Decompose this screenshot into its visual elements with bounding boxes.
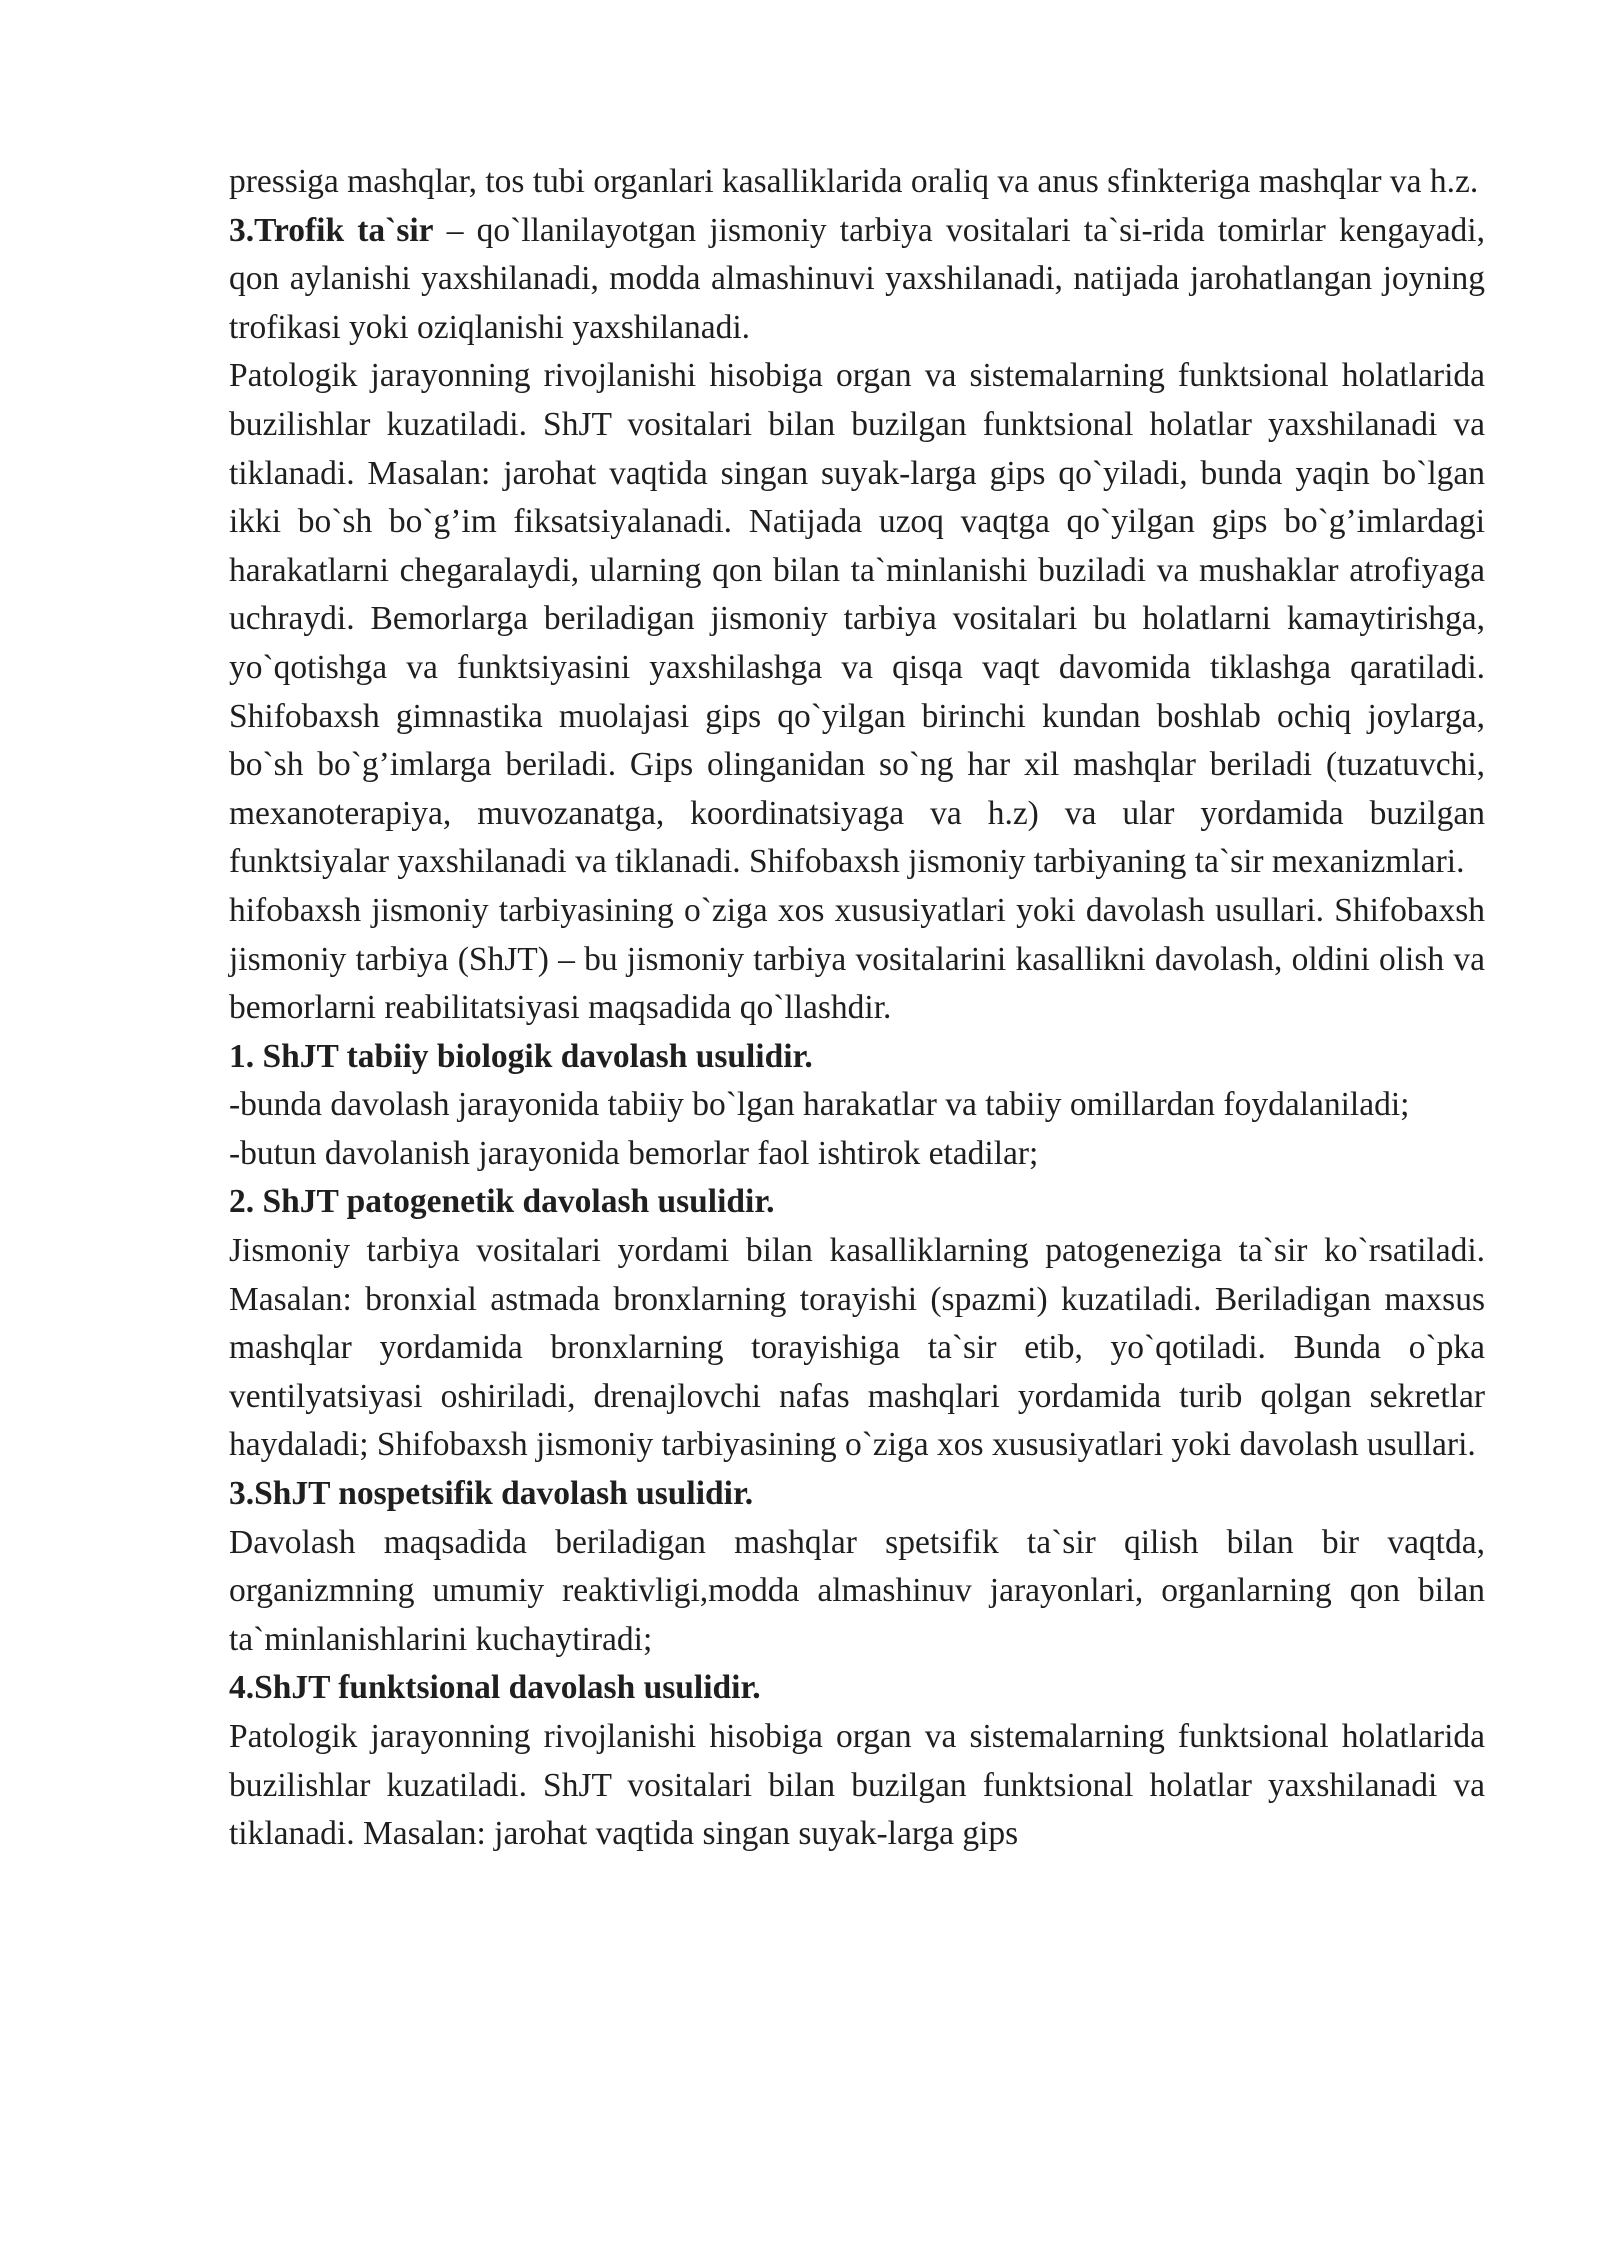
paragraph-patogenetik: Jismoniy tarbiya vositalari yordami bilan kasalliklarning patogeneziga ta`sir ko`rsatiladi. Masalan: bronxial astmada bronxlarning torayishi (spazmi) kuzatiladi. Beriladigan maxsus mashqlar yordamida bronxlarning torayishiga ta`sir etib, yo`qotiladi. Bunda o`pka ventilyatsiyasi oshiriladi, drenajlovchi nafas mashqlari yordamida turib qolgan sekretlar haydaladi; Shifobaxsh jismoniy tarbiyasining o`ziga xos xususiyatlari yoki davolash usullari. (229, 1232, 1485, 1464)
bullet-faol-ishtirok: -butun davolanish jarayonida bemorlar faol ishtirok etadilar; (229, 1134, 1039, 1172)
heading-tabiiy-biologik: 1. ShJT tabiiy biologik davolash usulidir. (229, 1037, 813, 1075)
paragraph-hifobaxsh: hifobaxsh jismoniy tarbiyasining o`ziga xos xususiyatlari yoki davolash usullari. Shifobaxsh jismoniy tarbiya (ShJT) – bu jismoniy tarbiya vositalarini kasallikni davolash, oldini olish va bemorlarni reabilitatsiyasi maqsadida qo`llashdir. (229, 891, 1485, 1027)
heading-funktsional: 4.ShJT funktsional davolash usulidir. (229, 1669, 761, 1707)
heading-trofik: 3.Trofik ta`sir (229, 211, 434, 249)
trofik-text: – qo`llanilayotgan jismoniy tarbiya vositalari ta`si-rida tomirlar kengayadi, qon aylanishi yaxshilanadi, modda almashinuvi yaxshilanadi, natijada jarohatlangan joyning trofikasi yoki oziqlanishi yaxshilanadi. (229, 211, 1485, 346)
document-page (229, 158, 1485, 1859)
paragraph-trofik (229, 207, 1485, 353)
heading-nospetsifik: 3.ShJT nospetsifik davolash usulidir. (229, 1475, 754, 1513)
bullet-tabiiy-harakatlar: -bunda davolash jarayonida tabiiy bo`lgan harakatlar va tabiiy omillardan foydalaniladi; (229, 1086, 1410, 1124)
paragraph-nospetsifik: Davolash maqsadida beriladigan mashqlar spetsifik ta`sir qilish bilan bir vaqtda, organizmning umumiy reaktivligi,modda almashinuv jarayonlari, organlarning qon bilan ta`minlanishlarini kuchaytiradi; (229, 1523, 1485, 1658)
paragraph-patologik-2: Patologik jarayonning rivojlanishi hisobiga organ va sistemalarning funktsional holatlarida buzilishlar kuzatiladi. ShJT vositalari bilan buzilgan funktsional holatlar yaxshilanadi va tiklanadi. Masalan: jarohat vaqtida singan suyak-larga gips (229, 1718, 1485, 1853)
paragraph-pressiga: pressiga mashqlar, tos tubi organlari kasalliklarida oraliq va anus sfinkteriga mashqlar va h.z. (229, 163, 1479, 200)
heading-patogenetik: 2. ShJT patogenetik davolash usulidir. (229, 1183, 775, 1221)
paragraph-patologik-1: Patologik jarayonning rivojlanishi hisobiga organ va sistemalarning funktsional holatlarida buzilishlar kuzatiladi. ShJT vositalari bilan buzilgan funktsional holatlar yaxshilanadi va tiklanadi. Masalan: jarohat vaqtida singan suyak-larga gips qo`yiladi, bunda yaqin bo`lgan ikki bo`sh bo`g’im fiksatsiyalanadi. Natijada uzoq vaqtga qo`yilgan gips bo`g’imlardagi harakatlarni chegaralaydi, ularning qon bilan ta`minlanishi buziladi va mushaklar atrofiyaga uchraydi. Bemorlarga beriladigan jismoniy tarbiya vositalari bu holatlarni kamaytirishga, yo`qotishga va funktsiyasini yaxshilashga va qisqa vaqt davomida tiklashga qaratiladi. Shifobaxsh gimnastika muolajasi gips qo`yilgan birinchi kundan boshlab ochiq joylarga, bo`sh bo`g’imlarga beriladi. Gips olinganidan so`ng har xil mashqlar beriladi (tuzatuvchi, mexanoterapiya, muvozanatga, koordinatsiyaga va h.z) va ular yordamida buzilgan funktsiyalar yaxshilanadi va tiklanadi. Shifobaxsh jismoniy tarbiyaning ta`sir mexanizmlari. (229, 357, 1485, 881)
